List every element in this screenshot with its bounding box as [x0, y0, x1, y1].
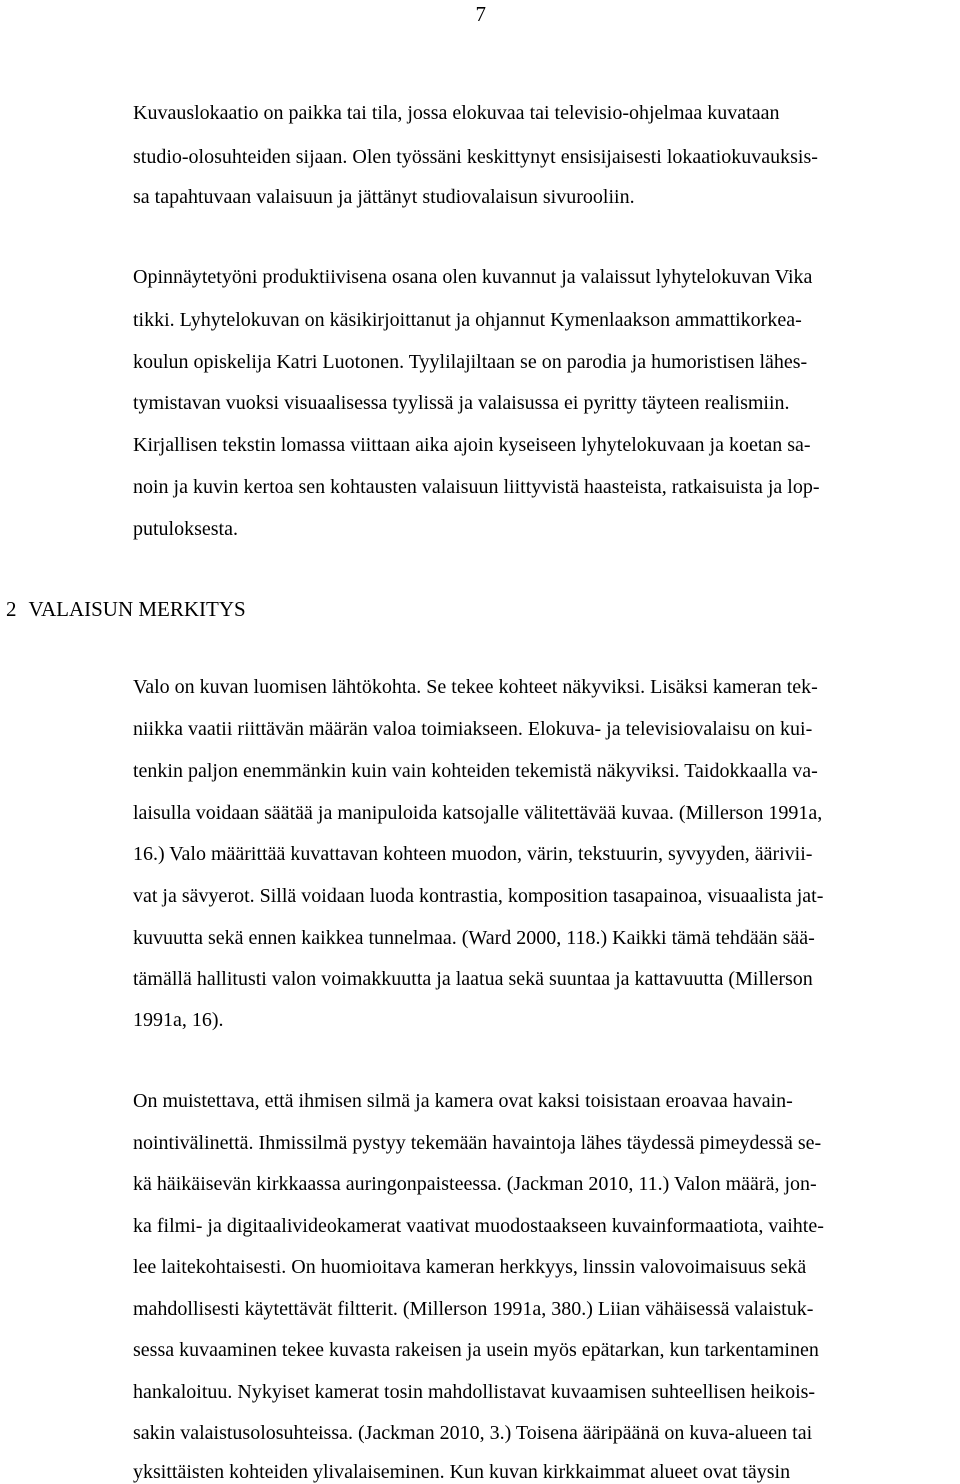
text-line: Valo on kuvan luomisen lähtökohta. Se tekee kohteet näkyviksi. Lisäksi kameran tek- — [133, 676, 818, 698]
text-line: Kirjallisen tekstin lomassa viittaan aika ajoin kyseiseen lyhytelokuvaan ja koetan sa- — [133, 434, 811, 456]
text-line: putuloksesta. — [133, 518, 238, 540]
text-line: tymistavan vuoksi visuaalisessa tyylissä ja valaisussa ei pyritty täyteen realismiin. — [133, 392, 790, 414]
text-line: niikka vaatii riittävän määrän valoa toimiakseen. Elokuva- ja televisiovalaisu on kui- — [133, 718, 813, 740]
text-line: kuvuutta sekä ennen kaikkea tunnelmaa. (Ward 2000, 118.) Kaikki tämä tehdään sää- — [133, 927, 815, 949]
text-line: koulun opiskelija Katri Luotonen. Tyylilajiltaan se on parodia ja humoristisen lähes- — [133, 351, 808, 373]
text-line: tämällä hallitusti valon voimakkuutta ja laatua sekä suuntaa ja kattavuutta (Millerson — [133, 968, 813, 990]
text-line: tenkin paljon enemmänkin kuin vain kohteiden tekemistä näkyviksi. Taidokkaalla va- — [133, 760, 818, 782]
text-line: tikki. Lyhytelokuvan on käsikirjoittanut ja ohjannut Kymenlaakson ammattikorkea- — [133, 309, 802, 331]
page-number: 7 — [475, 2, 486, 26]
text-line: sakin valaistusolosuhteissa. (Jackman 2010, 3.) Toisena ääripäänä on kuva-alueen tai — [133, 1422, 813, 1444]
text-line: Kuvauslokaatio on paikka tai tila, jossa elokuvaa tai televisio-ohjelmaa kuvataan — [133, 102, 780, 124]
text-line: laisulla voidaan säätää ja manipuloida katsojalle välitettävää kuvaa. (Millerson 1991a, — [133, 802, 823, 824]
text-line: hankaloituu. Nykyiset kamerat tosin mahdollistavat kuvaamisen suhteellisen heikois- — [133, 1381, 816, 1403]
text-line: lee laitekohtaisesti. On huomioitava kameran herkkyys, linssin valovoimaisuus sekä — [133, 1256, 807, 1278]
section-heading — [6, 597, 246, 621]
text-line: Opinnäytetyöni produktiivisena osana olen kuvannut ja valaissut lyhytelokuvan Vika — [133, 266, 813, 288]
text-line: 1991a, 16). — [133, 1009, 224, 1031]
text-line: noin ja kuvin kertoa sen kohtausten valaisuun liittyvistä haasteista, ratkaisuista ja lop- — [133, 476, 820, 498]
text-line: ka filmi- ja digitaalivideokamerat vaativat muodostaakseen kuvainformaatiota, vaihte- — [133, 1215, 824, 1237]
section-number: 2 — [6, 597, 17, 621]
text-line: nointivälinettä. Ihmissilmä pystyy tekemään havaintoja lähes täydessä pimeydessä se- — [133, 1132, 822, 1154]
text-line: sessa kuvaaminen tekee kuvasta rakeisen ja usein myös epätarkan, kun tarkentaminen — [133, 1339, 819, 1361]
text-line: sa tapahtuvaan valaisuun ja jättänyt studiovalaisun sivurooliin. — [133, 186, 635, 208]
section-title: VALAISUN MERKITYS — [28, 597, 246, 621]
text-line: vat ja sävyerot. Sillä voidaan luoda kontrastia, komposition tasapainoa, visuaalista jat- — [133, 885, 824, 907]
text-line: studio-olosuhteiden sijaan. Olen työssäni keskittynyt ensisijaisesti lokaatiokuvauksis- — [133, 146, 818, 168]
text-line: 16.) Valo määrittää kuvattavan kohteen muodon, värin, tekstuurin, syvyyden, äärivii- — [133, 843, 813, 865]
text-line: kä häikäisevän kirkkaassa auringonpaisteessa. (Jackman 2010, 11.) Valon määrä, jon- — [133, 1173, 817, 1195]
text-line: yksittäisten kohteiden ylivalaiseminen. Kun kuvan kirkkaimmat alueet ovat täysin — [133, 1461, 791, 1483]
text-line: On muistettava, että ihmisen silmä ja kamera ovat kaksi toisistaan eroavaa havain- — [133, 1090, 793, 1112]
text-line: mahdollisesti käytettävät filtterit. (Millerson 1991a, 380.) Liian vähäisessä valaistuk- — [133, 1298, 814, 1320]
